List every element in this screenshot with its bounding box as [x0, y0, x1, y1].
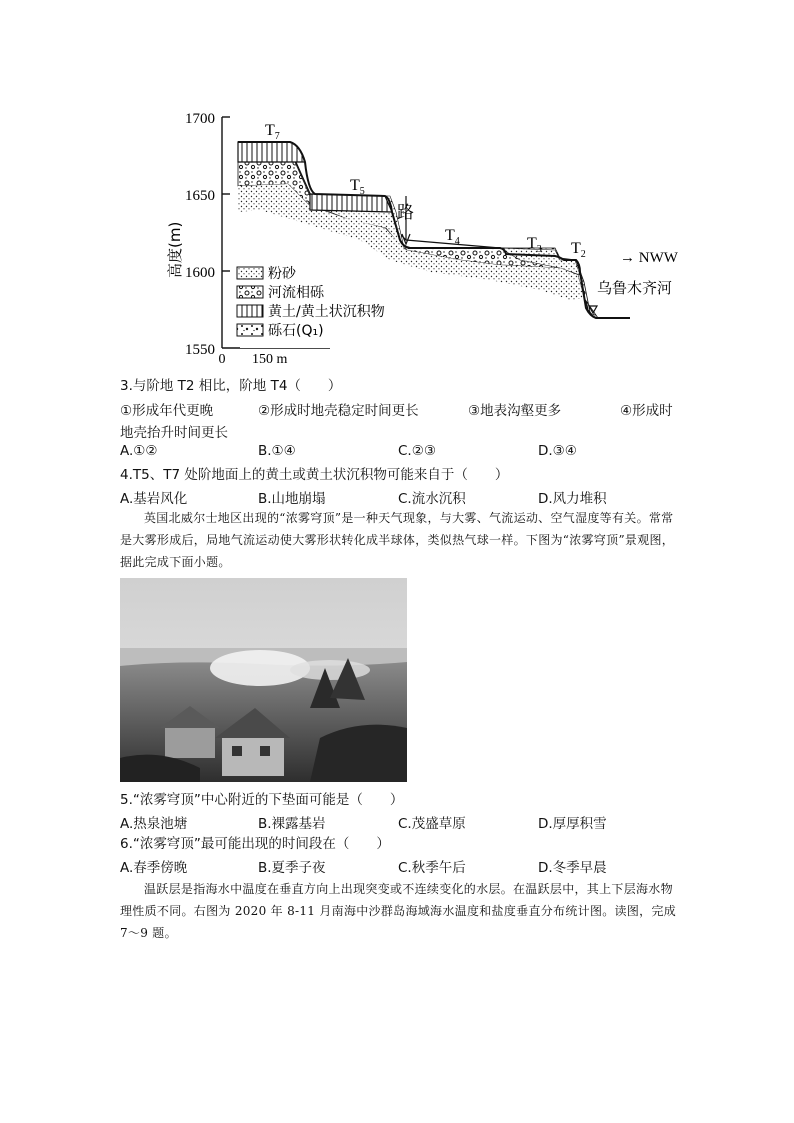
- q3-item-4: ④形成时: [620, 403, 673, 419]
- terrace-t5-label: $T_5$: [350, 177, 365, 197]
- q3-option-b: B.①④: [258, 443, 296, 459]
- q3-option-d: D.③④: [538, 443, 577, 459]
- q4-stem: 4.T5、T7 处阶地面上的黄土或黄土状沉积物可能来自于（ ）: [120, 467, 509, 483]
- q3-item-3: ③地表沟壑更多: [468, 403, 562, 419]
- legend-silt: 粉砂: [268, 266, 296, 282]
- river-label: 乌鲁木齐河: [597, 279, 673, 297]
- x-tick-0: 0: [218, 352, 226, 365]
- y-axis-label: 高度(m): [166, 221, 184, 278]
- q3-item-2: ②形成时地壳稳定时间更长: [258, 403, 419, 419]
- q3-item-4-continued: 地壳抬升时间更长: [120, 425, 228, 441]
- direction-nww-label: → NWW: [620, 250, 678, 266]
- q6-stem: 6.“浓雾穹顶”最可能出现的时间段在（ ）: [120, 836, 390, 852]
- q4-option-c: C.流水沉积: [398, 491, 466, 507]
- y-tick-1650: 1650: [185, 188, 215, 204]
- q5-stem: 5.“浓雾穹顶”中心附近的下垫面可能是（ ）: [120, 792, 404, 808]
- terrace-t2-label: $T_2$: [571, 240, 586, 260]
- terrace-profile-figure: [160, 100, 720, 365]
- q3-option-a: A.①②: [120, 443, 158, 459]
- y-tick-1550: 1550: [185, 342, 215, 358]
- fog-dome-landscape-photo: [120, 578, 407, 782]
- road-label: 路: [397, 203, 414, 223]
- legend-gravel-q1: 砾石(Q₁): [268, 323, 324, 339]
- passage-fog-dome: 英国北威尔士地区出现的“浓雾穹顶”是一种天气现象，与大雾、气流运动、空气湿度等有关。常常是大雾形成后，局地气流运动使大雾形状转化成半球体，类似热气球一样。下图为“浓雾穹顶”景观图，据此完成下面小题。: [120, 511, 675, 569]
- y-tick-1600: 1600: [185, 265, 215, 281]
- terrace-t4-label: $T_4$: [445, 227, 460, 247]
- y-tick-1700: 1700: [185, 111, 215, 127]
- terrace-t3-label: $T_3$: [527, 235, 542, 255]
- legend-river-gravel: 河流相砾: [268, 285, 324, 301]
- q4-option-a: A.基岩风化: [120, 491, 188, 507]
- q5-option-a: A.热泉池塘: [120, 816, 188, 832]
- q4-option-b: B.山地崩塌: [258, 491, 326, 507]
- q6-option-d: D.冬季早晨: [538, 860, 607, 876]
- q6-option-a: A.春季傍晚: [120, 860, 188, 876]
- q3-option-c: C.②③: [398, 443, 436, 459]
- q5-option-b: B.裸露基岩: [258, 816, 326, 832]
- q5-option-c: C.茂盛草原: [398, 816, 466, 832]
- q6-option-c: C.秋季午后: [398, 860, 466, 876]
- terrace-t7-label: $T_7$: [265, 122, 280, 142]
- q4-option-d: D.风力堆积: [538, 491, 607, 507]
- q3-stem: 3.与阶地 T2 相比，阶地 T4（ ）: [120, 378, 342, 394]
- q3-item-1: ①形成年代更晚: [120, 403, 214, 419]
- q5-option-d: D.厚厚积雪: [538, 816, 607, 832]
- legend-loess: 黄土/黄土状沉积物: [268, 304, 385, 320]
- passage-thermocline: 温跃层是指海水中温度在垂直方向上出现突变或不连续变化的水层。在温跃层中，其上下层海水物理性质不同。右图为 2020 年 8-11 月南海中沙群岛海域海水温度和盐度垂直分布统计图。读图，完成 7～9 题。: [120, 882, 677, 940]
- q6-option-b: B.夏季子夜: [258, 860, 326, 876]
- x-scale-label: 150 m: [252, 352, 288, 365]
